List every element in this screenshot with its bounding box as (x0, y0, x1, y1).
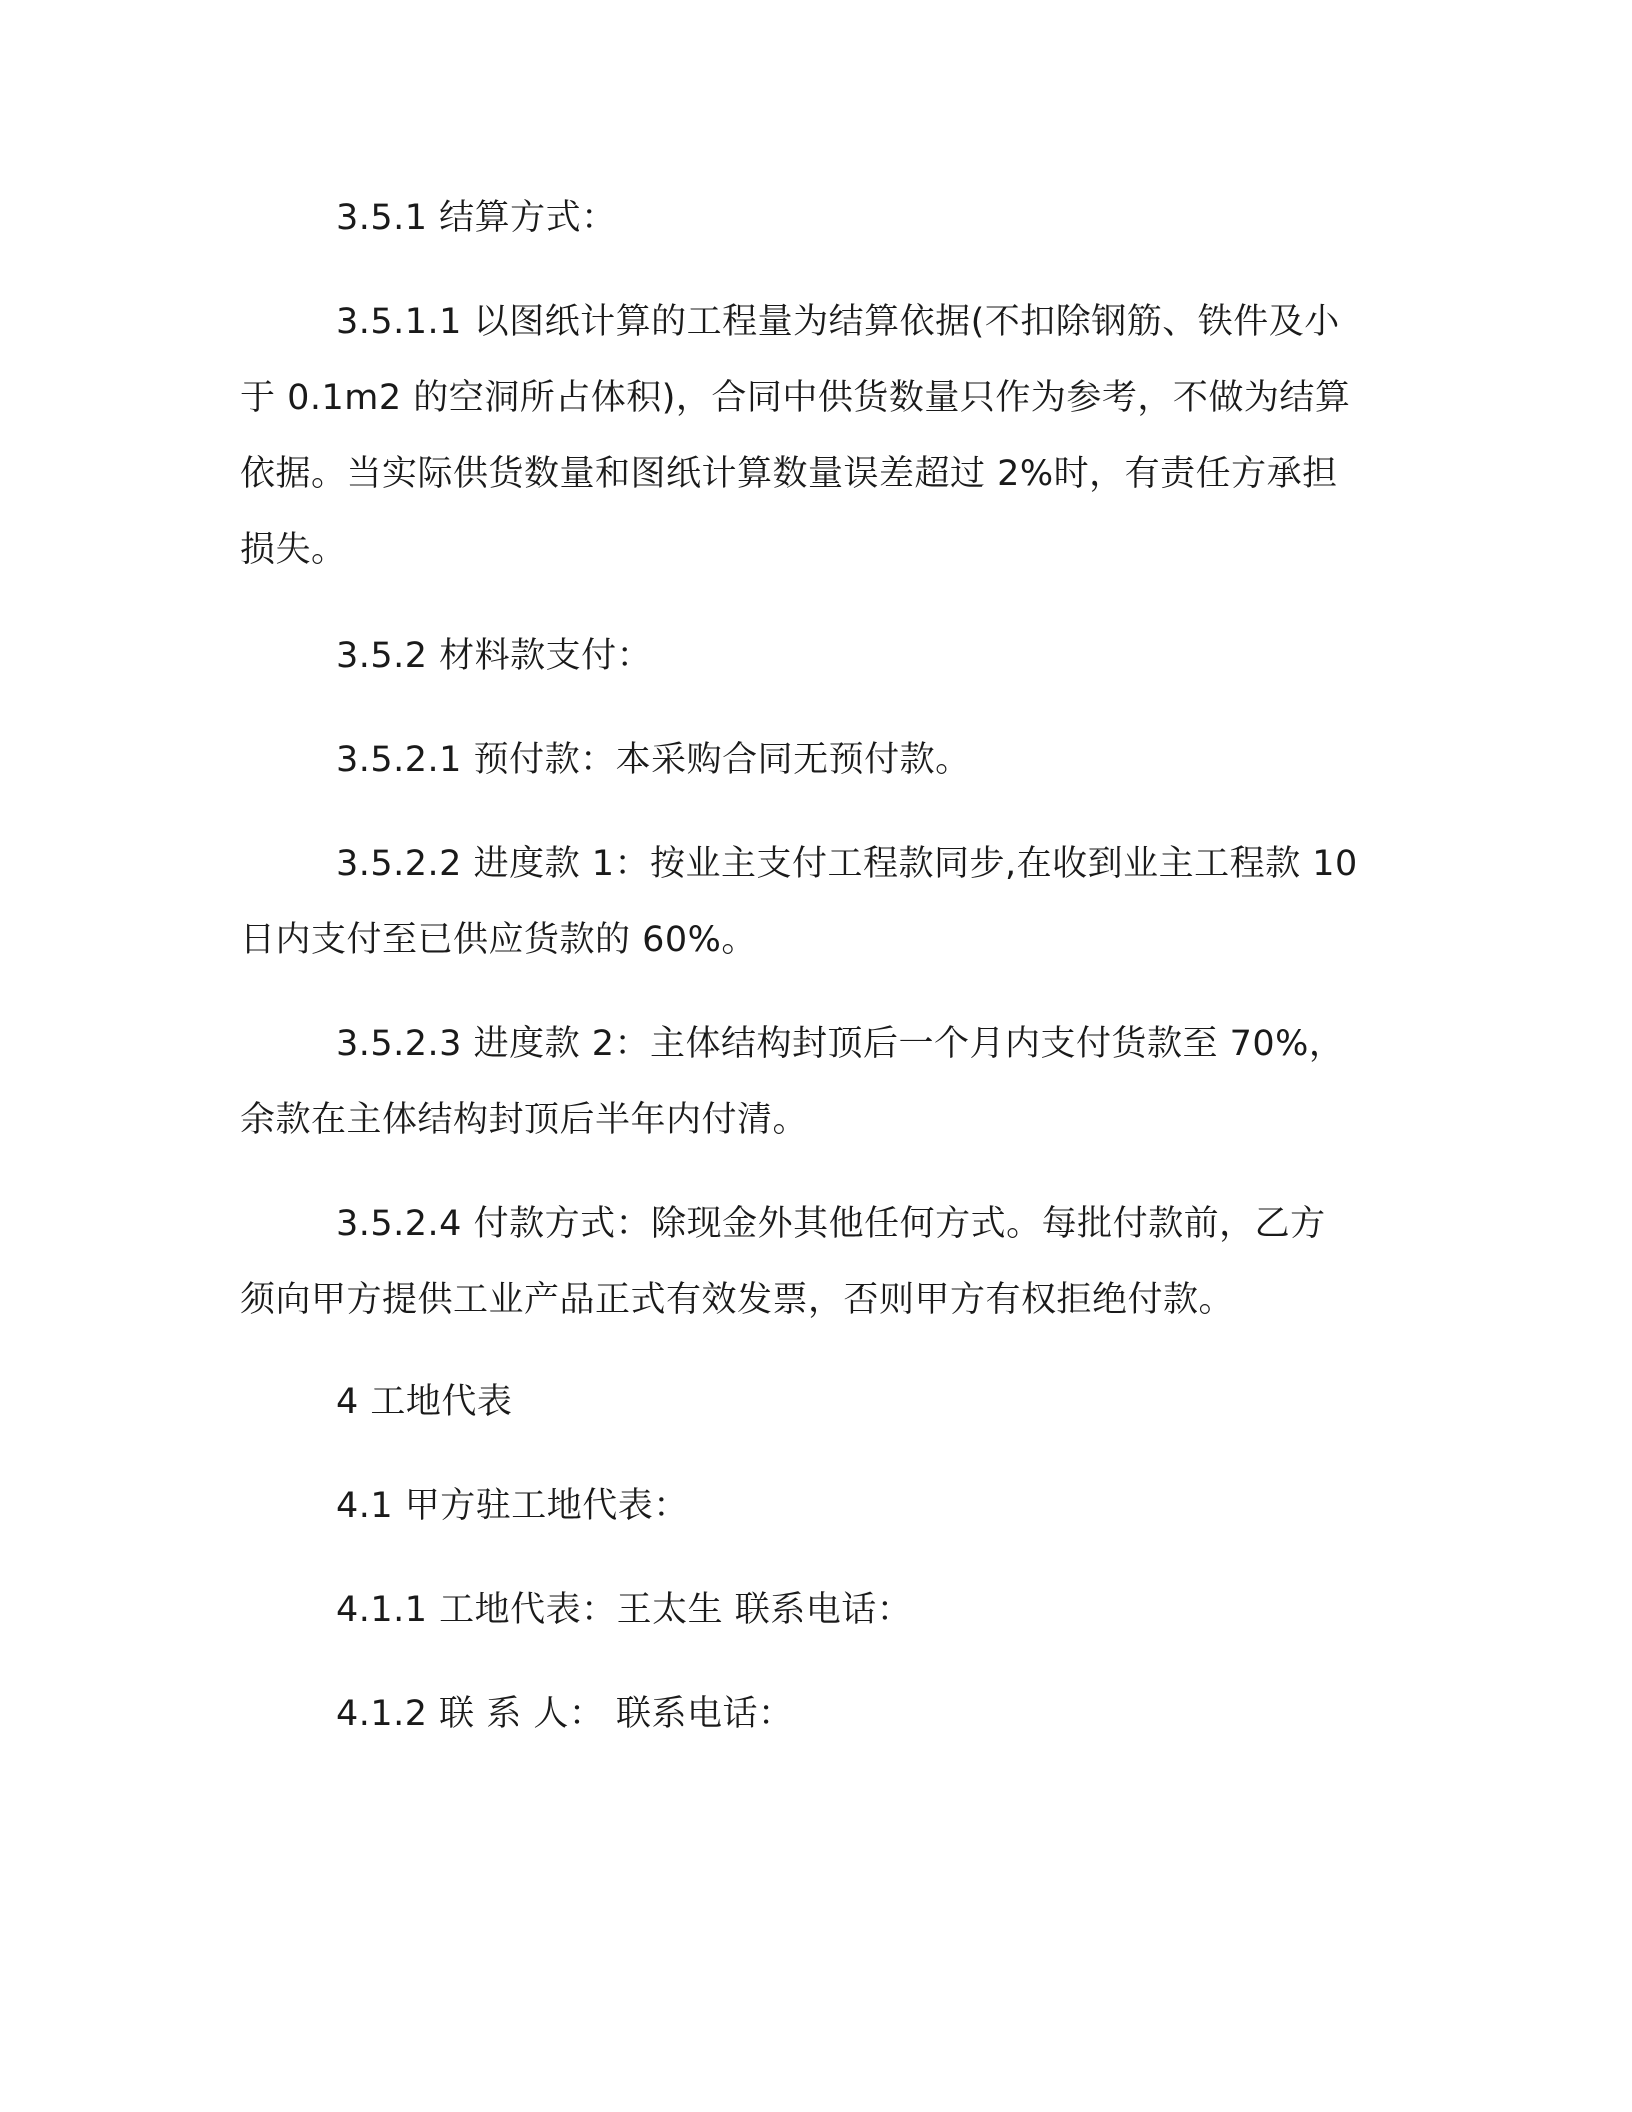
clause-3-5-2-heading (240, 618, 1390, 694)
clause-3-5-2-1 (240, 722, 1390, 798)
text-line: 3.5.2.3 进度款 2：主体结构封顶后一个月内支付货款至 70%， (336, 1024, 1345, 1064)
section-4-heading (240, 1364, 1390, 1440)
text-line: 4.1 甲方驻工地代表： (336, 1486, 689, 1526)
clause-3-5-2-3 (240, 1006, 1390, 1158)
text-line: 日内支付至已供应货款的 60%。 (240, 920, 757, 960)
text-line: 须向甲方提供工业产品正式有效发票，否则甲方有权拒绝付款。 (240, 1280, 1235, 1320)
clause-4-1-heading (240, 1468, 1390, 1544)
text-line: 3.5.2.2 进度款 1：按业主支付工程款同步,在收到业主工程款 10 (336, 844, 1358, 884)
clause-4-1-2 (240, 1676, 1390, 1752)
text-line: 损失。 (240, 530, 347, 570)
text-line: 4 工地代表 (336, 1382, 513, 1422)
text-line: 3.5.2.4 付款方式：除现金外其他任何方式。每批付款前，乙方 (336, 1204, 1326, 1244)
text-line: 4.1.2 联 系 人： 联系电话： (336, 1694, 794, 1734)
clause-3-5-2-4 (240, 1186, 1390, 1338)
text-line: 3.5.2.1 预付款：本采购合同无预付款。 (336, 740, 971, 780)
clause-3-5-1-1 (240, 284, 1390, 588)
text-line: 于 0.1m2 的空洞所占体积)，合同中供货数量只作为参考，不做为结算 (240, 378, 1351, 418)
clause-4-1-1 (240, 1572, 1390, 1648)
clause-3-5-1-heading (240, 180, 1390, 256)
text-line: 依据。当实际供货数量和图纸计算数量误差超过 2%时，有责任方承担 (240, 454, 1338, 494)
text-line: 4.1.1 工地代表：王太生 联系电话： (336, 1590, 913, 1630)
text-line: 3.5.1 结算方式： (336, 198, 617, 238)
text-line: 3.5.1.1 以图纸计算的工程量为结算依据(不扣除钢筋、铁件及小 (336, 302, 1340, 342)
clause-3-5-2-2 (240, 826, 1390, 978)
text-line: 3.5.2 材料款支付： (336, 636, 653, 676)
text-line: 余款在主体结构封顶后半年内付清。 (240, 1100, 809, 1140)
